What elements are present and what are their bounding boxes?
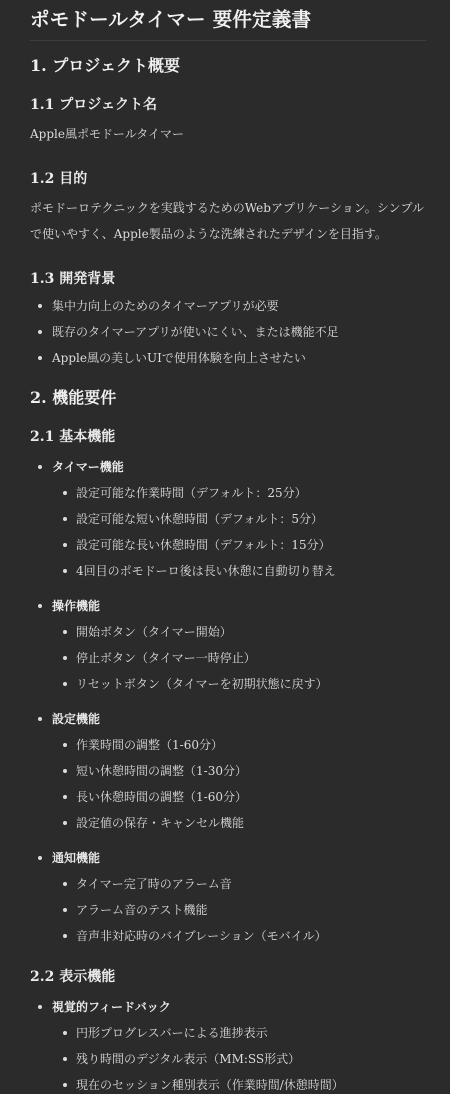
feature-list bbox=[52, 736, 426, 832]
list-item: 集中力向上のためのタイマーアプリが必要 bbox=[30, 297, 426, 315]
subsection-heading-project-name: 1.1 プロジェクト名 bbox=[30, 97, 157, 113]
list-item: リセットボタン（タイマーを初期状態に戻す） bbox=[52, 675, 426, 693]
background-list bbox=[30, 297, 426, 367]
subsection-heading-purpose: 1.2 目的 bbox=[30, 171, 88, 187]
feature-group-visual-feedback bbox=[30, 998, 426, 1094]
purpose-text: ポモドーロテクニックを実践するためのWebアプリケーション。シンプルで使いやすく、Apple製品のような洗練されたデザインを目指す。 bbox=[30, 201, 425, 241]
list-item: 残り時間のデジタル表示（MM:SS形式） bbox=[52, 1050, 426, 1068]
title-divider bbox=[30, 40, 426, 41]
feature-group-notifications bbox=[30, 849, 426, 945]
feature-group-label: タイマー機能 bbox=[52, 460, 124, 474]
section-heading-overview: 1. プロジェクト概要 bbox=[30, 56, 180, 75]
feature-group-label: 視覚的フィードバック bbox=[52, 1000, 171, 1014]
list-item: 長い休憩時間の調整（1-60分） bbox=[52, 788, 426, 806]
feature-group-label: 操作機能 bbox=[52, 599, 101, 613]
project-name-text: Apple風ポモドールタイマー bbox=[30, 127, 185, 141]
list-item: 設定値の保存・キャンセル機能 bbox=[52, 814, 426, 832]
feature-list bbox=[52, 623, 426, 693]
list-item: 開始ボタン（タイマー開始） bbox=[52, 623, 426, 641]
list-item: 円形プログレスバーによる進捗表示 bbox=[52, 1024, 426, 1042]
subsection-heading-display: 2.2 表示機能 bbox=[30, 969, 116, 985]
list-item: 作業時間の調整（1-60分） bbox=[52, 736, 426, 754]
feature-list bbox=[52, 484, 426, 580]
list-item: 設定可能な短い休憩時間（デフォルト：5分） bbox=[52, 510, 426, 528]
list-item: タイマー完了時のアラーム音 bbox=[52, 875, 426, 893]
subsection-heading-background: 1.3 開発背景 bbox=[30, 271, 116, 287]
list-item: 音声非対応時のバイブレーション（モバイル） bbox=[52, 927, 426, 945]
list-item: 設定可能な作業時間（デフォルト：25分） bbox=[52, 484, 426, 502]
list-item: 短い休憩時間の調整（1-30分） bbox=[52, 762, 426, 780]
feature-list bbox=[52, 1024, 426, 1094]
list-item: アラーム音のテスト機能 bbox=[52, 901, 426, 919]
feature-group-label: 設定機能 bbox=[52, 712, 101, 726]
feature-list bbox=[52, 875, 426, 945]
list-item: 現在のセッション種別表示（作業時間/休憩時間） bbox=[52, 1076, 426, 1094]
display-feature-groups bbox=[30, 998, 426, 1094]
feature-group-settings bbox=[30, 710, 426, 832]
document-title: ポモドールタイマー 要件定義書 bbox=[30, 8, 312, 31]
section-heading-requirements: 2. 機能要件 bbox=[30, 388, 117, 407]
feature-group-controls bbox=[30, 597, 426, 693]
list-item: 既存のタイマーアプリが使いにくい、または機能不足 bbox=[30, 323, 426, 341]
feature-group-timer bbox=[30, 458, 426, 580]
basic-feature-groups bbox=[30, 458, 426, 945]
list-item: 停止ボタン（タイマー一時停止） bbox=[52, 649, 426, 667]
list-item: 4回目のポモドーロ後は長い休憩に自動切り替え bbox=[52, 562, 426, 580]
feature-group-label: 通知機能 bbox=[52, 851, 101, 865]
subsection-heading-basic: 2.1 基本機能 bbox=[30, 429, 116, 445]
list-item: Apple風の美しいUIで使用体験を向上させたい bbox=[30, 349, 426, 367]
list-item: 設定可能な長い休憩時間（デフォルト：15分） bbox=[52, 536, 426, 554]
